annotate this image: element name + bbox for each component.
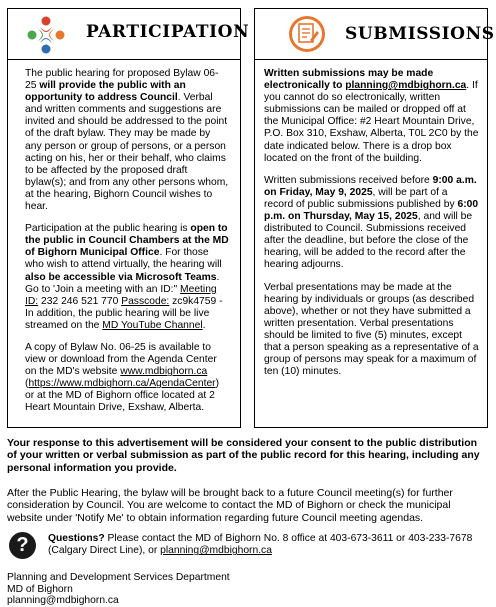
planning-email-link[interactable]: planning@mdbighorn.ca [345,80,467,92]
questions-email-link[interactable]: planning@mdbighorn.ca [160,545,272,557]
passcode-label: Passcode: [121,295,170,307]
participation-panel [7,8,250,428]
passcode-value: zc9k4759 - In addition, the public hearing will be live streamed on the [25,295,223,331]
text: . Go to 'Join a meeting with an ID:" [25,271,220,295]
after-hearing-text: After the Public Hearing, the bylaw will be brought back to a future Council meeting(s) for further consideration by Council. You are welcome to contact the MD of Bighorn or check the municipal website under 'Notify Me' to obtain information regarding future Council meeting agendas. [7,487,453,524]
text: . Verbal and written comments and suggestions are invited and should be addressed to the point of the draft bylaw. They may be made by any person or group of persons, or a person acting on his, her or their behalf, who claims to be affected by the proposed draft bylaw(s); and from any other persons whom, at the hearing, Bighorn Council wishes to hear. [25,92,229,213]
participation-title: PARTICIPATION [86,22,250,42]
text: , will be part of a record of public submissions published by [264,186,458,210]
submissions-paragraph-2 [264,175,479,272]
submissions-paragraph-3: Verbal presentations may be made at the hearing by individuals or groups (as described above), whether or not they have submitted a written presentation. Verbal presentations should be limited to five (5) minutes, except that a person speaking as a representative of a group of persons may speak for a maximum of ten (10) minutes. [264,281,479,378]
text: , and will be distributed to Council. Submissions received after the deadline, but before the close of the hearing, will be added to the record after the hearing adjourns. [264,211,473,271]
text: The public hearing for proposed Bylaw 06-25 [25,68,219,92]
agenda-center-link[interactable]: https://www.mdbighorn.ca/AgendaCenter [28,378,216,390]
text: Please contact the MD of Bighorn No. 8 office at 403-673-3611 or 403-233-7678 (Calgary Direct Line), or [48,533,473,557]
participation-people-icon [26,15,66,55]
deadline-date: 9:00 a.m. on Friday, May 9, 2025 [264,174,477,198]
submissions-title: SUBMISSIONS [345,24,495,44]
consent-notice: Your response to this advertisement will be considered your consent to the public distribution of your written or verbal submission as part of the public record for this hearing, including any personal information you provide. [7,437,480,474]
website-link[interactable]: www.mdbighorn.ca [120,366,208,378]
text: ) or at the MD of Bighorn office located at 2 Heart Mountain Drive, Exshaw, Alberta. [25,378,220,414]
submissions-body [255,60,487,378]
questions-text [48,533,491,558]
text: Written submissions received before [264,174,433,186]
signature-email[interactable]: planning@mdbighorn.ca [7,595,119,607]
participation-paragraph-1 [25,68,229,213]
signature-block [7,572,230,607]
emphasis-text: also be accessible via Microsoft Teams [25,271,217,283]
participation-header [8,9,250,60]
participation-paragraph-3 [25,342,229,415]
emphasis-text: open to the public in Council Chambers at the MD of Bighorn Municipal Office [25,223,229,259]
participation-body [8,60,240,415]
submissions-paragraph-1 [264,68,479,165]
text: ( [25,378,29,390]
text: . [202,319,206,331]
text: . If you cannot do so electronically, written submissions can be mailed or dropped off at the Municipal Office: #2 Heart Mountain Drive, P.O. Box 310, Exshaw, Alberta, T0L 2C0 by the date indicated below. There is a drop box located on the front of the building. [264,80,479,164]
text: . For those who wish to attend virtually, the hearing will [25,247,222,271]
youtube-channel-link[interactable]: MD YouTube Channel [102,319,203,331]
questions-label: Questions? [48,533,105,544]
submissions-panel [254,8,495,428]
organization-name: MD of Bighorn [7,583,73,595]
meeting-id-value: 232 246 521 770 [38,295,122,307]
meeting-id-label: Meeting ID: [25,283,217,307]
text: A copy of Bylaw No. 06-25 is available to view or download from the Agenda Center on the MD's website [25,341,217,378]
question-icon: ? [9,532,36,559]
participation-paragraph-2 [25,223,229,332]
publish-date: 6:00 p.m. on Thursday, May 15, 2025 [264,198,479,223]
department-name: Planning and Development Services Department [7,572,230,583]
emphasis-text: will provide the public with an opportunity to address Council [25,80,186,104]
text: Participation at the public hearing is [25,223,191,235]
emphasis-text: Written submissions may be made electronically to [264,68,434,92]
submissions-document-icon [288,15,326,53]
submissions-header [255,9,495,60]
